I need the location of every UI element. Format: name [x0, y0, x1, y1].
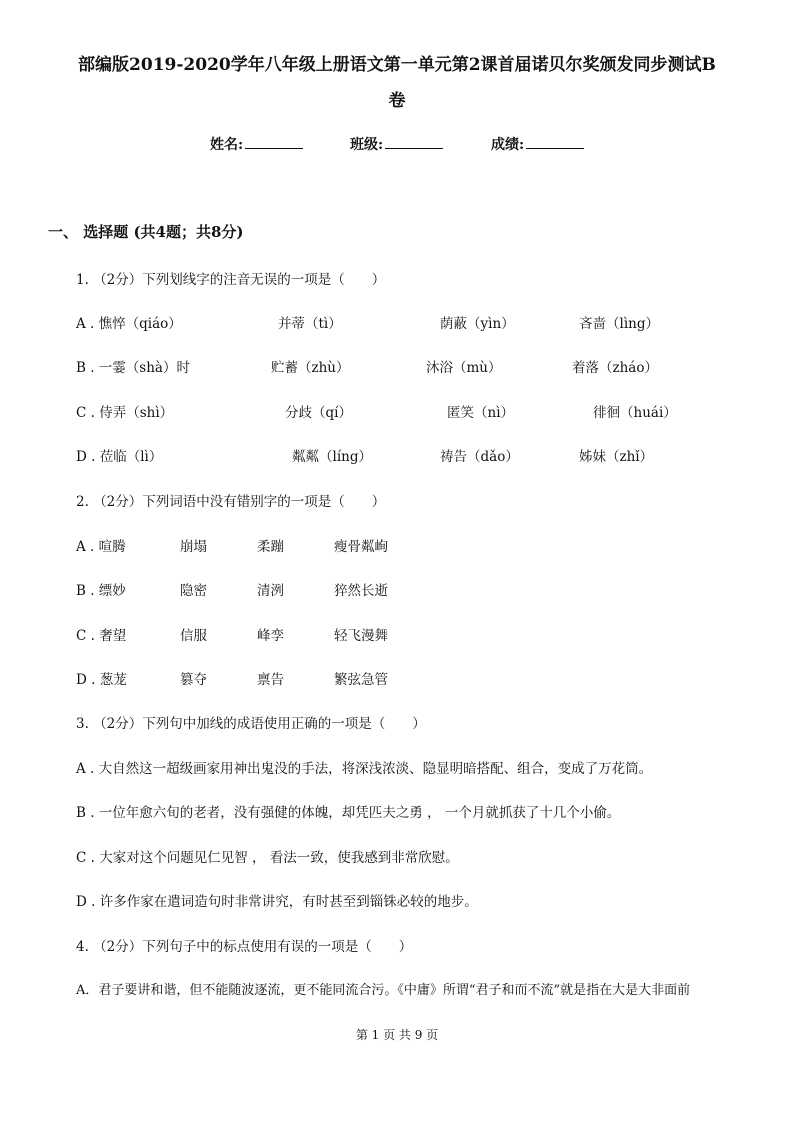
q4-option-a: A．君子要讲和谐，但不能随波逐流，更不能同流合污。《中庸》所谓“君子和而不流”就是指在大是大非面前: [76, 983, 691, 998]
q2-option-c-word3: 峰孪: [257, 628, 284, 644]
q1-option-d-word4: 姊妹（zhǐ）: [579, 449, 654, 465]
question-4-stem: 4. （2分）下列句子中的标点使用有误的一项是（ ）: [76, 939, 413, 955]
q1-option-b-word2: 贮蓄（zhù）: [271, 360, 350, 376]
q1-option-c-word2: 分歧（qí）: [285, 405, 352, 421]
q1-option-d: D . 莅临（lì）: [76, 449, 163, 465]
q2-option-a-word4: 瘦骨粼峋: [334, 539, 388, 555]
q1-option-d-word2: 粼粼（líng）: [292, 449, 372, 465]
q1-option-b: B . 一霎（shà）时: [76, 360, 190, 376]
q3-option-c: C . 大家对这个问题见仁见智 ， 看法一致，使我感到非常欣慰。: [76, 850, 459, 866]
q1-option-a-word3: 荫蔽（yìn）: [440, 316, 515, 332]
score-blank: [526, 136, 584, 149]
score-field: [491, 134, 584, 154]
class-label: 班级:: [350, 137, 384, 153]
q2-option-c: C . 奢望: [76, 628, 127, 644]
question-3-stem: 3. （2分）下列句中加线的成语使用正确的一项是（ ）: [76, 716, 426, 732]
q1-option-a-word2: 并蒂（tì）: [278, 316, 342, 332]
q1-option-a-word4: 吝啬（lìng）: [579, 316, 659, 332]
q3-option-b: B . 一位年愈六旬的老者，没有强健的体魄，却凭匹夫之勇 ， 一个月就抓获了十几个小偷。: [76, 805, 621, 821]
q2-option-a-word2: 崩塌: [180, 539, 207, 555]
q2-option-a-word3: 柔蹦: [257, 539, 284, 555]
section-heading: 一、 选择题 (共4题；共8分): [48, 223, 244, 241]
name-label: 姓名:: [210, 137, 244, 153]
q2-option-d-word4: 繁弦急管: [334, 672, 388, 688]
q2-option-b-word2: 隐密: [180, 583, 207, 599]
question-2-stem: 2. （2分）下列词语中没有错别字的一项是（ ）: [76, 494, 386, 510]
class-blank: [385, 136, 443, 149]
page-footer: 第 1 页 共 9 页: [355, 1028, 439, 1042]
score-label: 成绩:: [491, 137, 525, 153]
q3-option-d: D . 许多作家在遣词造句时非常讲究，有时甚至到锱铢必较的地步。: [76, 894, 478, 910]
q2-option-b: B . 缥妙: [76, 583, 126, 599]
q1-option-c-word4: 徘徊（huái）: [593, 405, 677, 421]
q2-option-d: D . 葱茏: [76, 672, 127, 688]
q1-option-b-word4: 着落（zháo）: [572, 360, 658, 376]
q1-option-c: C . 侍弄（shì）: [76, 405, 174, 421]
q2-option-b-word4: 猝然长逝: [334, 583, 388, 599]
q2-option-c-word2: 信服: [180, 628, 207, 644]
name-blank: [245, 136, 303, 149]
q1-option-a: A . 憔悴（qiáo）: [76, 316, 182, 332]
q2-option-b-word3: 清洌: [257, 583, 284, 599]
doc-title-line2: 卷: [388, 91, 406, 111]
q2-option-d-word3: 禀告: [257, 672, 284, 688]
q1-option-b-word3: 沐浴（mù）: [426, 360, 502, 376]
q2-option-a: A . 喧腾: [76, 539, 126, 555]
q2-option-c-word4: 轻飞漫舞: [334, 628, 388, 644]
q3-option-a: A . 大自然这一超级画家用神出鬼没的手法，将深浅浓淡、隐显明暗搭配、组合，变成了万花筒。: [76, 761, 653, 777]
q1-option-c-word3: 匿笑（nì）: [447, 405, 515, 421]
name-field: [210, 134, 303, 154]
q2-option-d-word2: 篡夺: [180, 672, 207, 688]
doc-title-line1: 部编版2019-2020学年八年级上册语文第一单元第2课首届诺贝尔奖颁发同步测试B: [78, 55, 716, 75]
question-1-stem: 1. （2分）下列划线字的注音无误的一项是（ ）: [76, 272, 386, 288]
class-field: [350, 134, 443, 154]
q1-option-d-word3: 祷告（dǎo）: [440, 449, 519, 465]
